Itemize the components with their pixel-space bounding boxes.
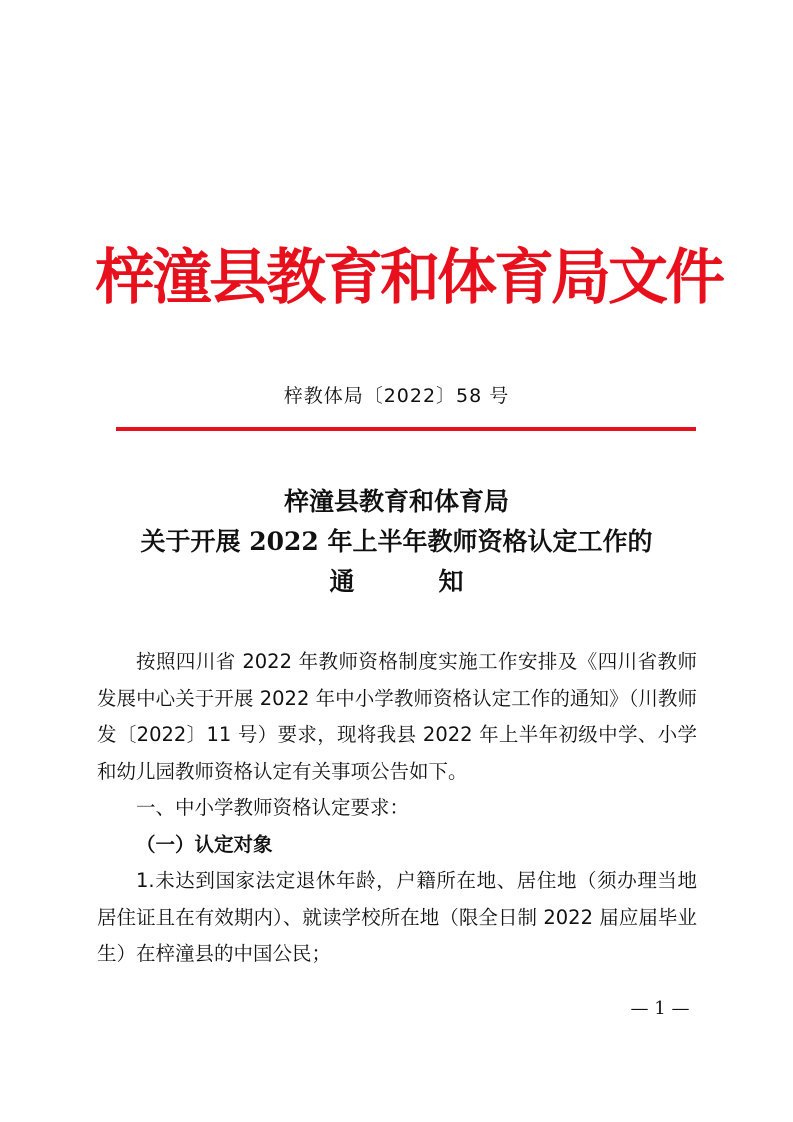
page-number: — 1 — bbox=[630, 998, 690, 1019]
title-line-3-char-b: 知 bbox=[438, 567, 464, 596]
body-item-1: 1.未达到国家法定退休年龄，户籍所在地、居住地（须办理当地居住证且在有效期内）、就读学校所在地（限全日制 2022 届应届毕业生）在梓潼县的中国公民； bbox=[97, 869, 697, 965]
red-divider-rule bbox=[116, 427, 696, 431]
document-number: 梓教体局〔2022〕58 号 bbox=[283, 385, 510, 407]
title-line-3-char-a: 通 bbox=[329, 567, 355, 596]
notice-body bbox=[97, 644, 697, 973]
masthead-title: 梓潼县教育和体育局文件 bbox=[95, 243, 722, 313]
subsection-heading-1: （一）认定对象 bbox=[136, 832, 273, 856]
section-heading-1: 一、中小学教师资格认定要求： bbox=[136, 796, 410, 819]
body-paragraph-intro: 按照四川省 2022 年教师资格制度实施工作安排及《四川省教师发展中心关于开展 2022 年中小学教师资格认定工作的通知》（川教师发〔2022〕11 号）要求，现将我县 2022 年上半年初级中学、小学和幼儿园教师资格认定有关事项公告如下。 bbox=[97, 650, 697, 783]
title-line-3 bbox=[0, 562, 793, 602]
notice-title bbox=[0, 482, 793, 602]
title-line-1: 梓潼县教育和体育局 bbox=[283, 487, 509, 516]
title-line-2: 关于开展 2022 年上半年教师资格认定工作的 bbox=[140, 527, 653, 556]
